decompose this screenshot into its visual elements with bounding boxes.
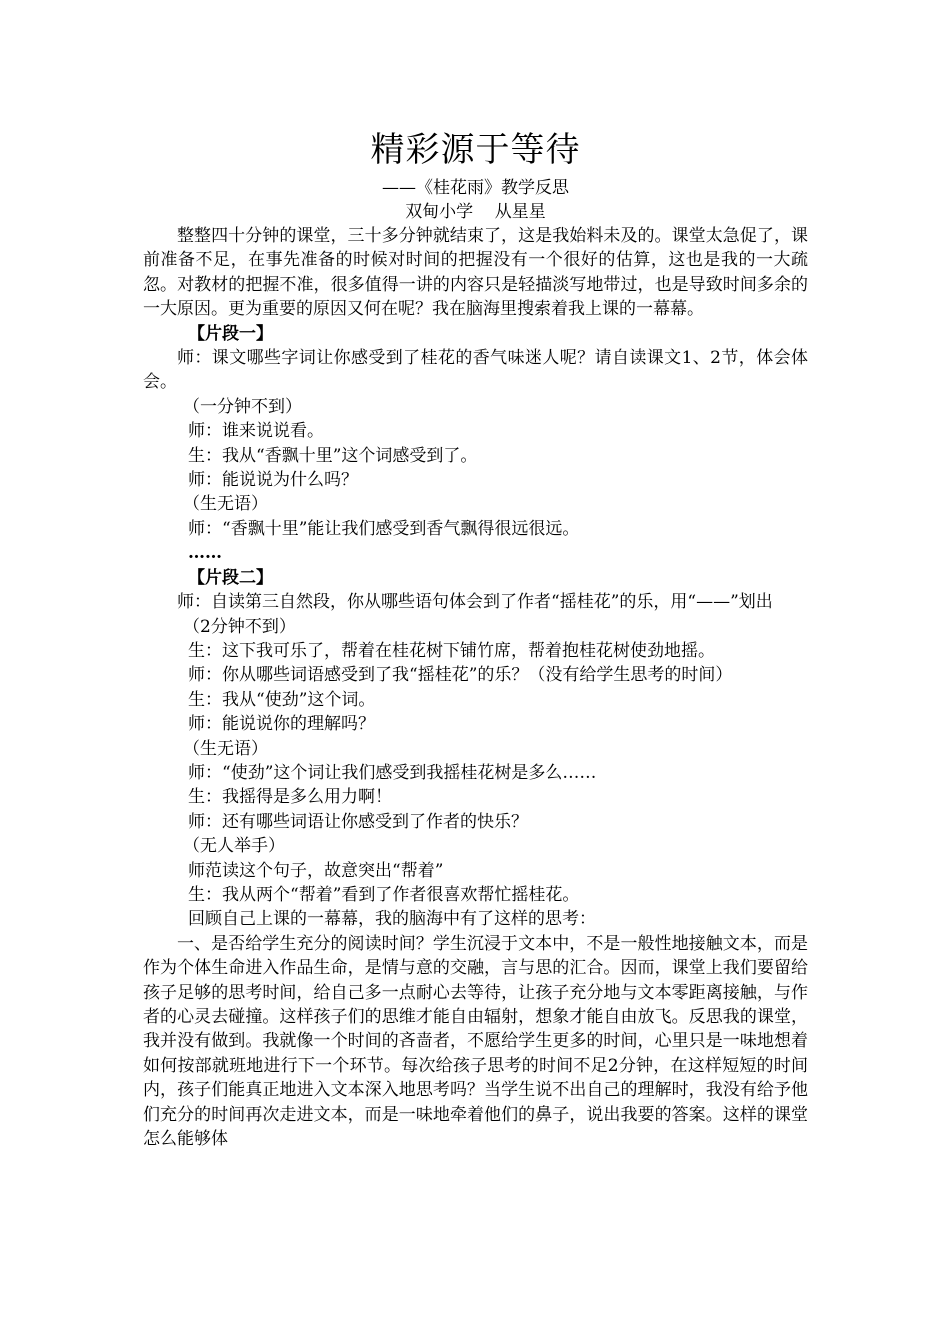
paragraph-dialogue: 师：你从哪些词语感受到了我“摇桂花”的乐？（没有给学生思考的时间）: [188, 665, 733, 686]
paragraph-note: （2分钟不到）: [183, 616, 296, 637]
paragraph-dialogue: 师：还有哪些词语让你感受到了作者的快乐？: [188, 811, 528, 832]
paragraph-dialogue: 师：能说说你的理解吗？: [188, 714, 375, 735]
section-heading-1: 【片段一】: [188, 323, 273, 344]
paragraph-dialogue: 生：我从“香飘十里”这个词感受到了。: [188, 445, 478, 466]
paragraph-dialogue: 师：课文哪些字词让你感受到了桂花的香气味迷人呢？请自读课文1、2节，体会体会。: [143, 348, 808, 393]
author-line: 双甸小学 从星星: [405, 202, 546, 222]
section-heading-2: 【片段二】: [188, 567, 273, 588]
paragraph-dialogue: 生：我从两个“帮着”看到了作者很喜欢帮忙摇桂花。: [188, 884, 580, 905]
paragraph-reflection-1: 一、是否给学生充分的阅读时间？学生沉浸于文本中，不是一般性地接触文本，而是作为个体生命进入作品生命，是情与意的交融，言与思的汇合。因而，课堂上我们要留给孩子足够的思考时间，给自己多一点耐心去等待，让孩子充分地与文本零距离接触，与作者的心灵去碰撞。这样孩子们的思维才能自由辐射，想象才能自由放飞。反思我的课堂，我并没有做到。我就像一个时间的吝啬者，不愿给学生更多的时间，心里只是一味地想着如何按部就班地进行下一个环节。每次给孩子思考的时间不足2分钟，在这样短短的时间内，孩子们能真正地进入文本深入地思考吗？当学生说不出自己的理解时，我没有给予他们充分的时间再次走进文本，而是一味地牵着他们的鼻子，说出我要的答案。这样的课堂怎么能够体: [143, 933, 808, 1150]
paragraph-dialogue: 师范读这个句子，故意突出“帮着”: [188, 860, 444, 881]
page-subtitle: ——《桂花雨》教学反思: [382, 178, 569, 198]
paragraph-intro: 整整四十分钟的课堂，三十多分钟就结束了，这是我始料未及的。课堂太急促了，课前准备不足，在事先准备的时候对时间的把握没有一个很好的估算，这也是我的一大疏忽。对教材的把握不准，很多值得一讲的内容只是轻描淡写地带过，也是导致时间多余的一大原因。更为重要的原因又何在呢？我在脑海里搜索着我上课的一幕幕。: [143, 226, 808, 320]
paragraph-dialogue: 生：我摇得是多么用力啊！: [188, 787, 392, 808]
paragraph-note: （生无语）: [183, 738, 268, 759]
paragraph-ellipsis: ……: [188, 543, 222, 564]
paragraph-dialogue: 师：“香飘十里”能让我们感受到香气飘得很远很远。: [188, 518, 580, 539]
page-title: 精彩源于等待: [370, 130, 581, 170]
paragraph-dialogue: 生：我从“使劲”这个词。: [188, 689, 376, 710]
paragraph-note: （一分钟不到）: [183, 396, 302, 417]
paragraph-dialogue: 师：“使劲”这个词让我们感受到我摇桂花树是多么……: [188, 762, 597, 783]
paragraph-dialogue: 师：谁来说说看。: [188, 421, 324, 442]
paragraph-note: （无人举手）: [183, 836, 285, 857]
paragraph-dialogue: 师：能说说为什么吗？: [188, 470, 358, 491]
paragraph-reflection-intro: 回顾自己上课的一幕幕，我的脑海中有了这样的思考：: [188, 909, 596, 930]
article-body: [143, 224, 808, 1151]
paragraph-dialogue: 生：这下我可乐了，帮着在桂花树下铺竹席，帮着抱桂花树使劲地摇。: [188, 640, 715, 661]
paragraph-dialogue: 师：自读第三自然段，你从哪些语句体会到了作者“摇桂花”的乐，用“——”划出: [177, 592, 773, 613]
paragraph-note: （生无语）: [183, 494, 268, 515]
